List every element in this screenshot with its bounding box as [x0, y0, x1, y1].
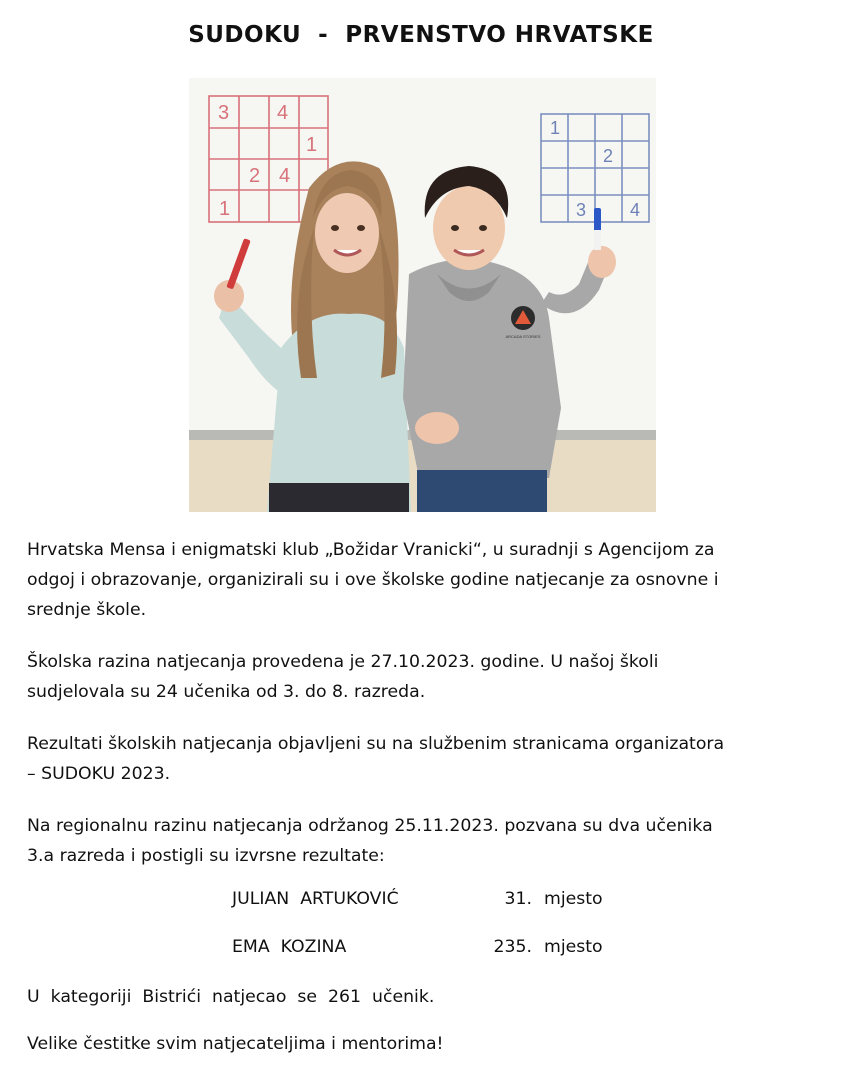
regional-level-line: Na regionalnu razinu natjecanja održanog 25.11.2023. pozvana su dva učenika [27, 816, 713, 836]
results-published-paragraph [27, 729, 817, 789]
left-grid-digit: 4 [279, 165, 291, 187]
intro-line: odgoj i obrazovanje, organizirali su i ove školske godine natjecanje za osnovne i [27, 570, 719, 590]
right-grid-digit: 4 [630, 200, 641, 220]
right-grid-digit: 3 [576, 200, 587, 220]
intro-line: Hrvatska Mensa i enigmatski klub „Božidar Vranicki“, u suradnji s Agencijom za [27, 540, 715, 560]
left-grid-digit: 4 [277, 102, 289, 124]
left-grid-digit: 1 [306, 134, 318, 156]
results-published-line: – SUDOKU 2023. [27, 764, 171, 784]
page-title: SUDOKU - PRVENSTVO HRVATSKE [188, 22, 654, 48]
results-published-line: Rezultati školskih natjecanja objavljeni su na službenim stranicama organizatora [27, 734, 725, 754]
left-grid-digit: 1 [219, 198, 231, 220]
regional-level-line: 3.a razreda i postigli su izvrsne rezultate: [27, 846, 385, 866]
regional-level-paragraph [27, 811, 817, 871]
school-level-line: Školska razina natjecanja provedena je 27.10.2023. godine. U našoj školi [27, 652, 659, 672]
school-level-paragraph [27, 647, 817, 707]
intro-paragraph [27, 535, 817, 625]
school-level-line: sudjelovala su 24 učenika od 3. do 8. razreda. [27, 682, 426, 702]
category-line: U kategoriji Bistrići natjecao se 261 učenik. [27, 987, 435, 1007]
result-name: JULIAN ARTUKOVIĆ [232, 889, 399, 909]
sweatshirt-badge-text: ARCADA STORIES [505, 334, 541, 339]
right-grid-digit: 2 [603, 146, 614, 166]
result-name: EMA KOZINA [232, 937, 347, 957]
left-grid-digit: 2 [249, 165, 261, 187]
photo-students-whiteboard [189, 78, 656, 512]
closing-line: Velike čestitke svim natjecateljima i mentorima! [27, 1034, 444, 1054]
intro-line: srednje škole. [27, 600, 147, 620]
left-grid-digit: 3 [218, 102, 230, 124]
result-place: mjesto [544, 937, 603, 957]
result-rank: 31. [504, 889, 532, 909]
result-place: mjesto [544, 889, 603, 909]
result-rank: 235. [493, 937, 532, 957]
right-grid-digit: 1 [550, 118, 561, 138]
